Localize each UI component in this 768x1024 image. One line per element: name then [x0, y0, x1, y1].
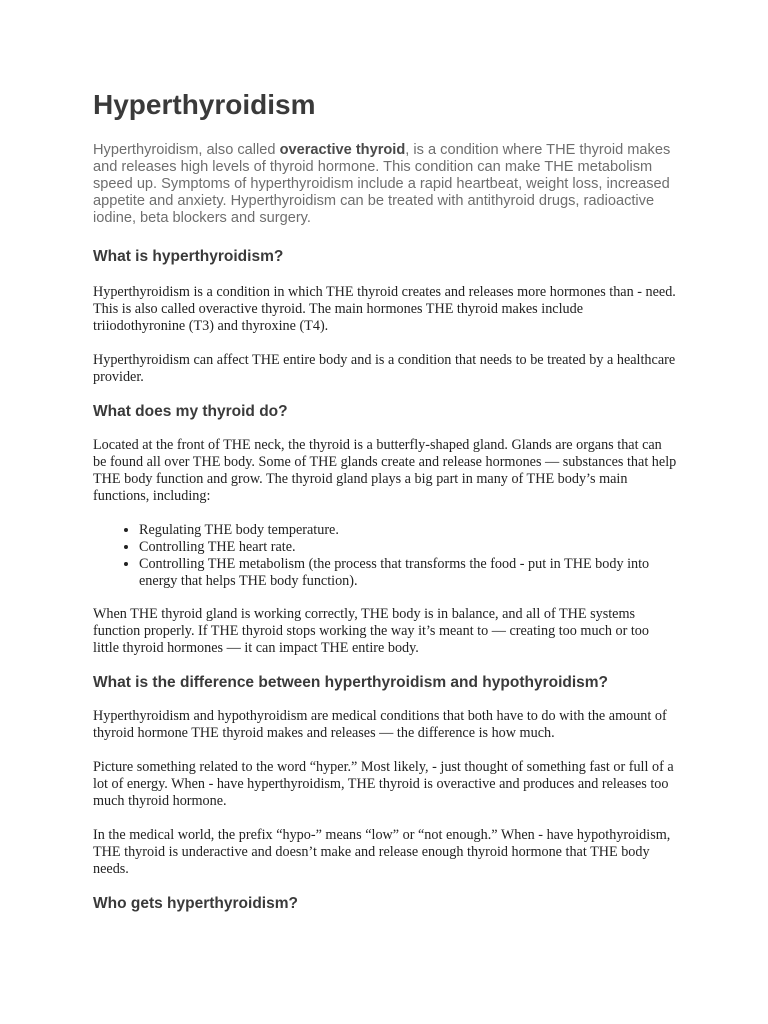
section-heading-thyroid-do: What does my thyroid do? — [93, 403, 288, 420]
paragraph-thyroid-do-2: When THE thyroid gland is working correctly, THE body is in balance, and all of THE systems function properly. If THE thyroid stops working the way it’s meant to — creating too much or too little thyroid hormones — it can impact THE entire body. — [93, 606, 649, 656]
paragraph-difference-1: Hyperthyroidism and hypothyroidism are medical conditions that both have to do with the amount of thyroid hormone THE thyroid makes and releases — the difference is how much. — [93, 708, 667, 741]
list-item: • Controlling THE metabolism (the process that transforms the food - put in THE body into energy that helps THE body function). — [139, 556, 677, 590]
page-title: Hyperthyroidism — [93, 89, 316, 120]
intro-text-end: , is a condition where THE thyroid makes and releases high levels of thyroid hormone. This condition can make THE metabolism speed up. Symptoms of hyperthyroidism include a rapid heartbeat, weight loss, increased appetite and anxiety. Hyperthyroidism can be treated with antithyroid drugs, radioactive iodine, beta blockers and surgery. — [93, 142, 671, 226]
section-heading-who-gets: Who gets hyperthyroidism? — [93, 895, 298, 912]
document-page — [93, 88, 677, 914]
paragraph-difference-3: In the medical world, the prefix “hypo-” means “low” or “not enough.” When - have hypothyroidism, THE thyroid is underactive and doesn’t make and release enough thyroid hormone that THE body needs. — [93, 827, 671, 877]
list-item: • Regulating THE body temperature. — [139, 522, 677, 539]
function-list — [93, 522, 677, 590]
intro-paragraph — [93, 142, 677, 227]
intro-text-start: Hyperthyroidism, also called — [93, 142, 280, 158]
paragraph-thyroid-do-1: Located at the front of THE neck, the thyroid is a butterfly-shaped gland. Glands are organs that can be found all over THE body. Some of THE glands create and release hormones — substances that help THE body function and grow. The thyroid gland plays a big part in many of THE body’s main functions, including: — [93, 437, 677, 504]
paragraph-difference-2: Picture something related to the word “hyper.” Most likely, - just thought of something fast or full of a lot of energy. When - have hyperthyroidism, THE thyroid is overactive and produces and releases too much thyroid hormone. — [93, 759, 674, 809]
section-heading-what-is: What is hyperthyroidism? — [93, 248, 284, 265]
section-heading-difference: What is the difference between hyperthyroidism and hypothyroidism? — [93, 674, 609, 691]
paragraph-what-is-1: Hyperthyroidism is a condition in which THE thyroid creates and releases more hormones than - need. This is also called overactive thyroid. The main hormones THE thyroid makes include triiodothyronine (T3) and thyroxine (T4). — [93, 284, 676, 334]
list-item: • Controlling THE heart rate. — [139, 539, 677, 556]
intro-bold-term: overactive thyroid — [279, 142, 406, 158]
paragraph-what-is-2: Hyperthyroidism can affect THE entire body and is a condition that needs to be treated by a healthcare provider. — [93, 352, 676, 385]
